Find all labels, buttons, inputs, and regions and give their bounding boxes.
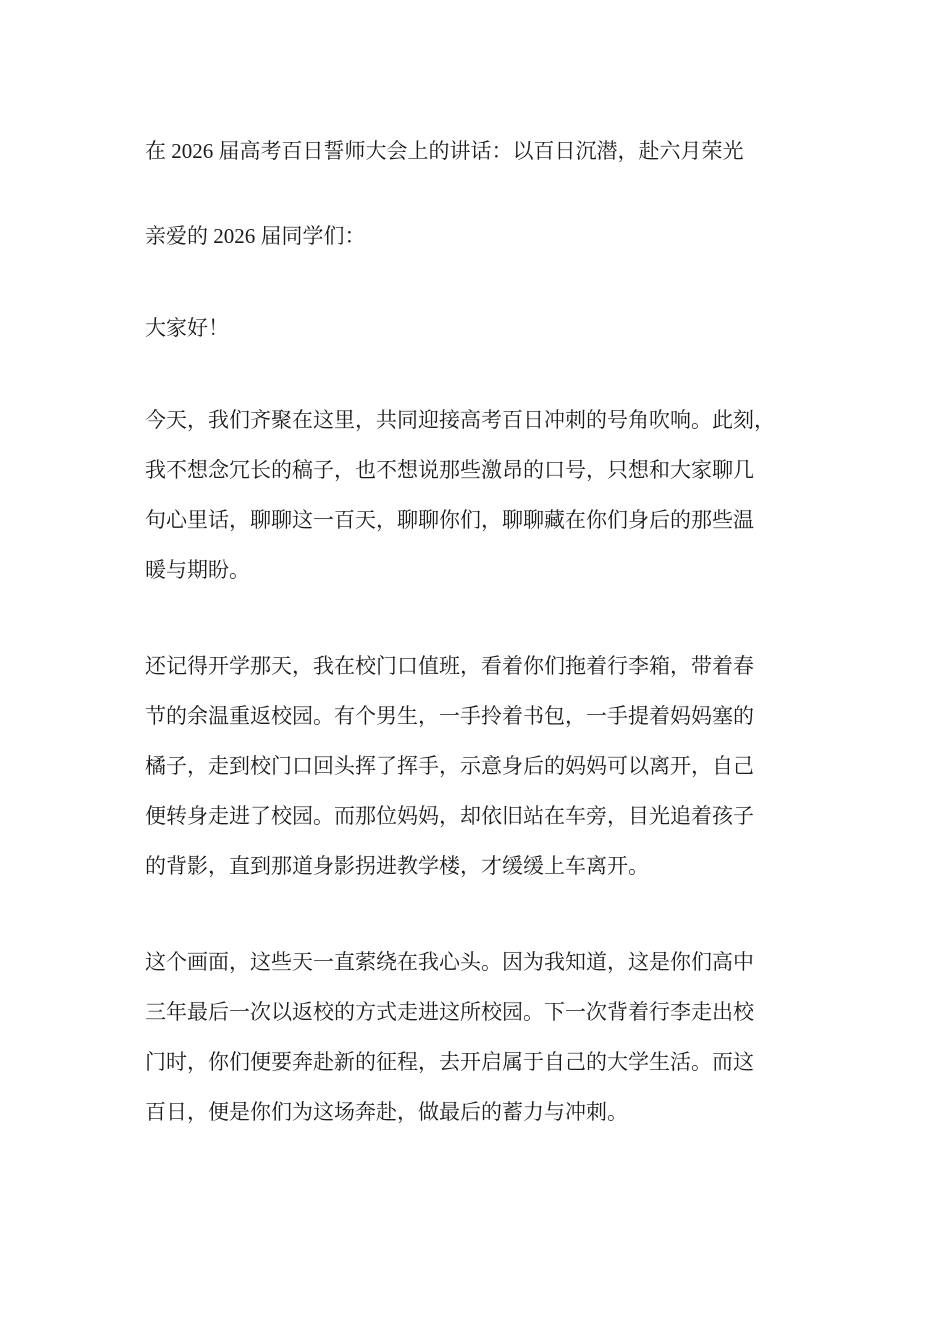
- speech-title: 在 2026 届高考百日誓师大会上的讲话：以百日沉潜，赴六月荣光: [145, 139, 744, 163]
- paragraph-line: 节的余温重返校园。有个男生，一手拎着书包，一手提着妈妈塞的: [145, 704, 754, 728]
- paragraph-line: 三年最后一次以返校的方式走进这所校园。下一次背着行李走出校: [145, 1000, 754, 1024]
- document-body: [145, 134, 815, 1137]
- paragraph-line: 的背影，直到那道身影拐进教学楼，才缓缓上车离开。: [145, 854, 649, 878]
- paragraph-line: 句心里话，聊聊这一百天，聊聊你们，聊聊藏在你们身后的那些温: [145, 508, 754, 532]
- paragraph-3: [145, 937, 815, 1137]
- greeting: 大家好！: [145, 316, 229, 340]
- paragraph-1: [145, 395, 815, 595]
- paragraph-line: 门时，你们便要奔赴新的征程，去开启属于自己的大学生活。而这: [145, 1050, 754, 1074]
- salutation: 亲爱的 2026 届同学们：: [145, 224, 366, 248]
- paragraph-2: [145, 641, 815, 891]
- paragraph-line: 便转身走进了校园。而那位妈妈，却依旧站在车旁，目光追着孩子: [145, 804, 754, 828]
- paragraph-line: 橘子，走到校门口回头挥了挥手，示意身后的妈妈可以离开，自己: [145, 754, 754, 778]
- paragraph-line: 还记得开学那天，我在校门口值班，看着你们拖着行李箱，带着春: [145, 654, 754, 678]
- paragraph-line: 我不想念冗长的稿子，也不想说那些激昂的口号，只想和大家聊几: [145, 458, 754, 482]
- paragraph-line: 百日，便是你们为这场奔赴，做最后的蓄力与冲刺。: [145, 1100, 628, 1124]
- paragraph-line: 这个画面，这些天一直萦绕在我心头。因为我知道，这是你们高中: [145, 950, 754, 974]
- paragraph-line: 暖与期盼。: [145, 558, 250, 582]
- paragraph-line: 今天，我们齐聚在这里，共同迎接高考百日冲刺的号角吹响。此刻，: [145, 408, 775, 432]
